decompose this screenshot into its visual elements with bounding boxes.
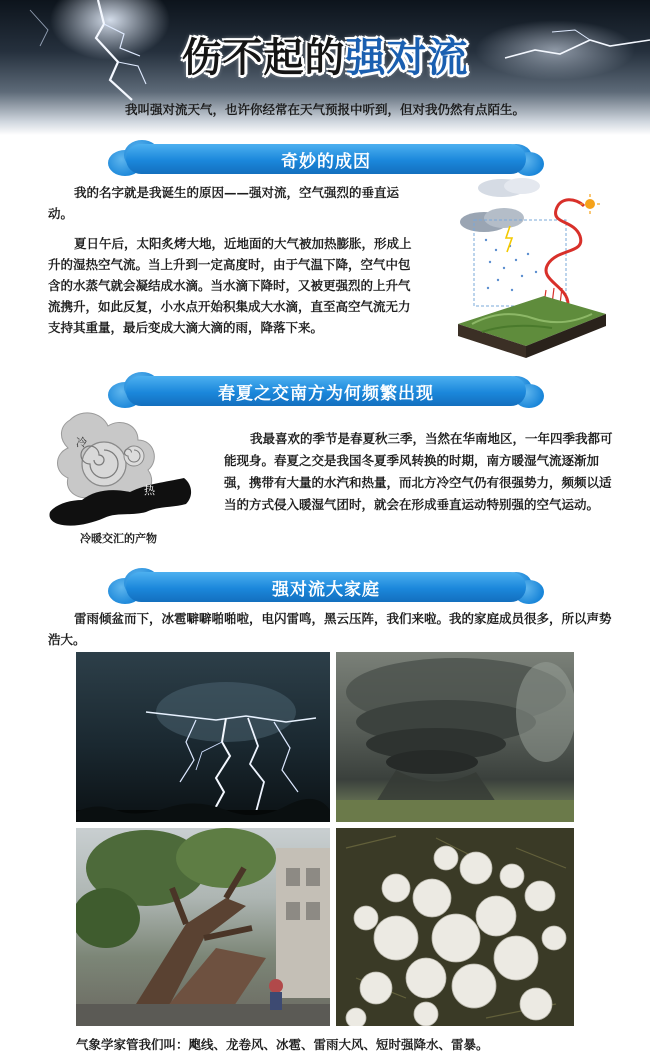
section-heading-south: 春夏之交南方为何频繁出现	[218, 384, 434, 404]
section-banner-family	[108, 566, 544, 606]
family-intro-text: 雷雨倾盆而下，冰雹噼噼啪啪啦，电闪雷鸣，黑云压阵，我们来啦。我的家庭成员很多，所以声势浩大。	[48, 611, 612, 647]
map-caption: 冷暖交汇的产物	[80, 532, 157, 545]
convection-diagram	[452, 176, 612, 361]
header-banner	[0, 0, 650, 135]
supercell-storm-photo	[336, 652, 574, 822]
page-subtitle: 我叫强对流天气，也许你经常在天气预报中听到，但对我仍然有点陌生。	[124, 102, 525, 117]
hailstones-photo	[336, 828, 574, 1026]
causes-detail-text: 夏日午后，太阳炙烤大地，近地面的大气被加热膨胀，形成上升的湿热空气流。当上升到一定高度时，由于气温下降，空气中包含的水蒸气就会凝结成水滴。当水滴下降时，又被更强烈的上升气流携升，如此反复，小水点开始积集成大水滴，直至高空气流无力支持其重量，最后变成大滴大滴的雨，降落下来。	[48, 236, 412, 335]
page-title	[0, 26, 650, 83]
title-part-1: 伤不起的	[181, 35, 346, 81]
section-heading-family: 强对流大家庭	[272, 580, 380, 600]
south-paragraph: 我最喜欢的季节是春夏秋三季，当然在华南地区，一年四季我都可能现身。春夏之交是我国冬夏季风转换的时期，南方暖湿气流逐渐加强，携带有大量的水汽和热量，而北方冷空气仍有很强势力，频频以适当的方式侵入暖湿气团时，就会在形成垂直运动特别强的空气运动。	[224, 431, 613, 512]
section-heading-causes: 奇妙的成因	[281, 152, 371, 172]
family-members-text: 气象学家管我们叫：飑线、龙卷风、冰雹、雷雨大风、短时强降水、雷暴。	[76, 1037, 489, 1052]
title-part-2: 强对流	[345, 35, 469, 81]
causes-intro-text: 我的名字就是我诞生的原因——强对流，空气强烈的垂直运动。	[48, 185, 400, 221]
lightning-photo	[76, 652, 330, 822]
fallen-tree-photo	[76, 828, 330, 1026]
map-label-cold: 冷	[76, 436, 87, 449]
map-label-hot: 热	[144, 484, 155, 497]
section-banner-causes	[108, 138, 544, 178]
guangdong-map-illustration	[42, 404, 202, 536]
